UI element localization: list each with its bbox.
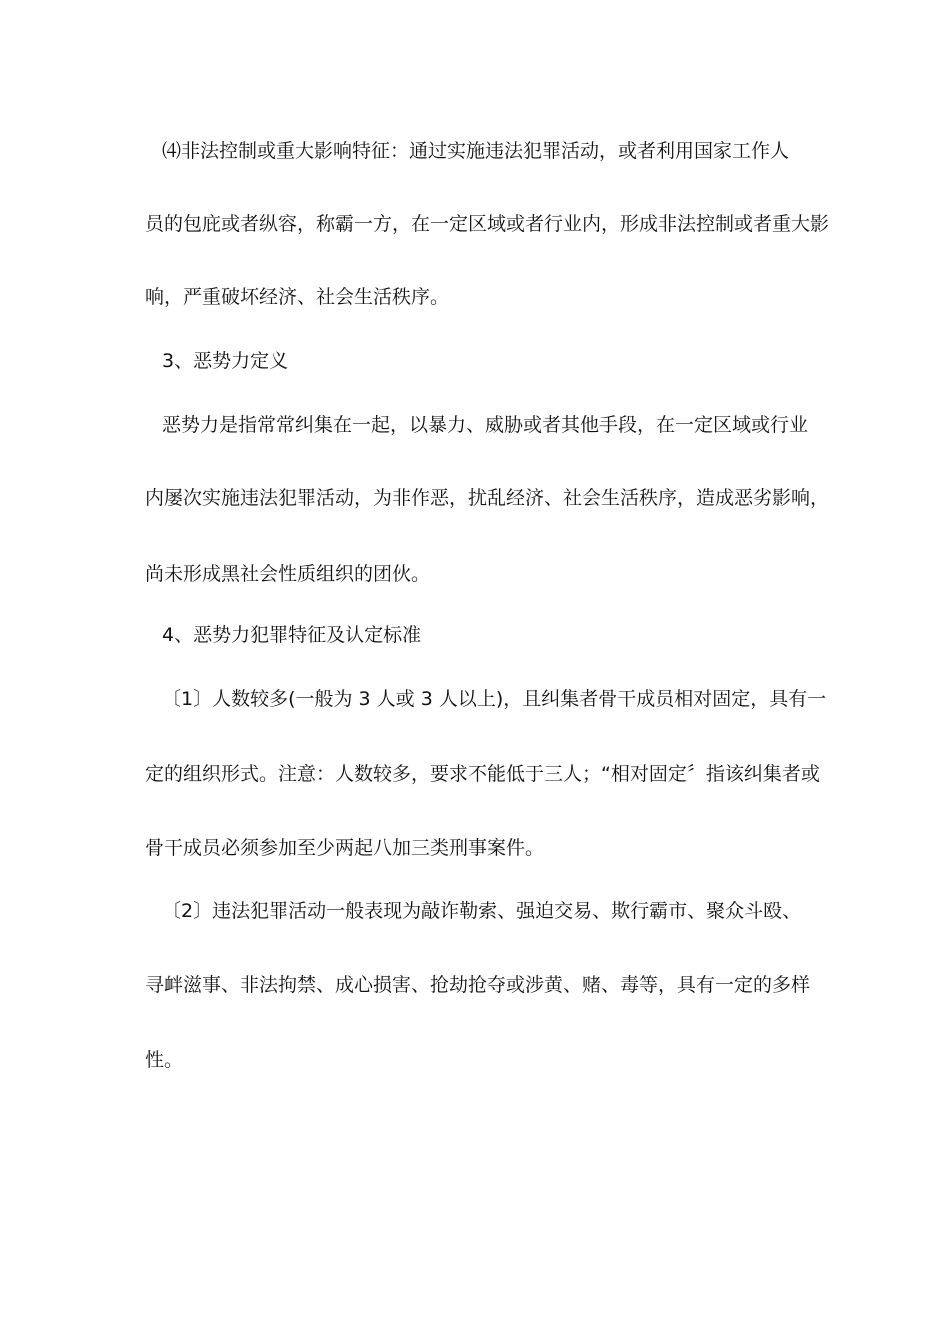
paragraph-line: 〔2〕违法犯罪活动一般表现为敲诈勒索、强迫交易、欺行霸市、聚众斗殴、	[162, 900, 802, 922]
paragraph-line: 性。	[145, 1049, 184, 1071]
paragraph-line: 响，严重破坏经济、社会生活秩序。	[145, 286, 450, 308]
paragraph-line: 尚未形成黑社会性质组织的团伙。	[145, 563, 431, 585]
paragraph-line: 定的组织形式。注意：人数较多，要求不能低于三人；“相对固定〞指该纠集者或	[145, 763, 820, 785]
paragraph-line: 内屡次实施违法犯罪活动，为非作恶，扰乱经济、社会生活秩序，造成恶劣影响，	[145, 487, 830, 509]
paragraph-line: 员的包庇或者纵容，称霸一方，在一定区域或者行业内，形成非法控制或者重大影	[145, 213, 830, 235]
paragraph-line: 骨干成员必须参加至少两起八加三类刑事案件。	[145, 837, 545, 859]
paragraph-line: 恶势力是指常常纠集在一起，以暴力、威胁或者其他手段，在一定区域或行业	[162, 414, 809, 436]
paragraph-line: 〔1〕人数较多(一般为 3 人或 3 人以上)，且纠集者骨干成员相对固定，具有一	[162, 688, 827, 710]
section-heading: 4、恶势力犯罪特征及认定标准	[162, 624, 422, 646]
paragraph-line: 寻衅滋事、非法拘禁、成心损害、抢劫抢夺或涉黄、赌、毒等，具有一定的多样	[145, 974, 811, 996]
paragraph-line: ⑷非法控制或重大影响特征：通过实施违法犯罪活动，或者利用国家工作人	[162, 140, 790, 162]
section-heading: 3、恶势力定义	[162, 350, 289, 372]
